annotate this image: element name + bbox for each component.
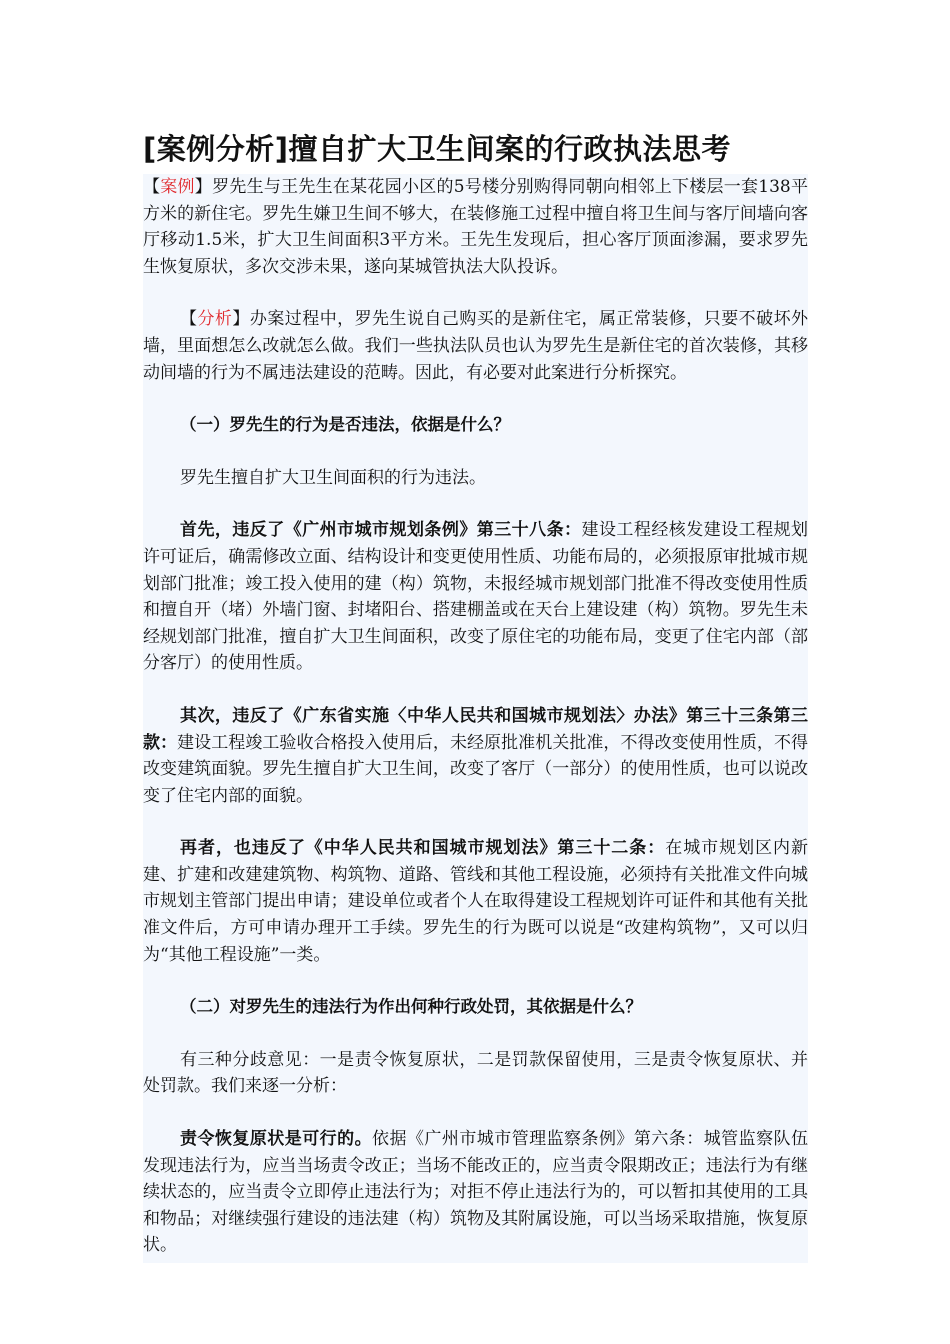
question-1-heading: （一）罗先生的行为是否违法，依据是什么？: [180, 415, 510, 435]
analysis-paragraph: [143, 306, 808, 386]
document-body: [143, 174, 808, 1263]
third-violation-lead: 再者，也违反了《中华人民共和国城市规划法》第三十二条：: [180, 838, 666, 859]
document-page: [143, 128, 808, 1263]
question-2-intro: 有三种分歧意见：一是责令恢复原状，二是罚款保留使用，三是责令恢复原状、并处罚款。我们来逐一分析：: [143, 1049, 808, 1097]
analysis-bracket-open: 【: [180, 309, 198, 330]
second-violation-text: 建设工程竣工验收合格投入使用后，未经原批准机关批准，不得改变使用性质，不得改变建筑面貌。罗先生擅自扩大卫生间，改变了客厅（一部分）的使用性质，也可以说改变了住宅内部的面貌。: [143, 732, 809, 806]
first-violation-lead: 首先，违反了《广州市城市规划条例》第三十八条：: [180, 520, 582, 541]
question-2-heading: （二）对罗先生的违法行为作出何种行政处罚，其依据是什么？: [180, 997, 642, 1017]
analysis-tag: 分析: [197, 309, 233, 330]
first-violation-text: 建设工程经核发建设工程规划许可证后，确需修改立面、结构设计和变更使用性质、功能布局的，必须报原审批城市规划部门批准；竣工投入使用的建（构）筑物，未报经城市规划部门批准不得改变使用性质和擅自开（堵）外墙门窗、封堵阳台、搭建棚盖或在天台上建设建（构）筑物。罗先生未经规划部门批准，擅自扩大卫生间面积，改变了原住宅的功能布局，变更了住宅内部（部分客厅）的使用性质。: [143, 520, 809, 674]
case-paragraph: [143, 174, 808, 280]
first-violation-paragraph: [143, 517, 808, 677]
restore-original-text: 依据《广州市城市管理监察条例》第六条：城管监察队伍发现违法行为，应当当场责令改正；当场不能改正的，应当责令限期改正；违法行为有继续状态的，应当责令立即停止违法行为；对拒不停止违法行为的，可以暂扣其使用的工具和物品；对继续强行建设的违法建（构）筑物及其附属设施，可以当场采取措施，恢复原状。: [143, 1129, 809, 1256]
document-title: [案例分析]擅自扩大卫生间案的行政执法思考: [143, 132, 732, 166]
third-violation-text: 在城市规划区内新建、扩建和改建建筑物、构筑物、道路、管线和其他工程设施，必须持有关批准文件向城市规划主管部门提出申请；建设单位或者个人在取得建设工程规划许可证件和其他有关批准文件后，方可申请办理开工手续。罗先生的行为既可以说是“改建构筑物”，又可以归为“其他工程设施”一类。: [143, 838, 809, 965]
case-bracket-close: 】: [194, 177, 213, 197]
restore-original-lead: 责令恢复原状是可行的。: [180, 1129, 373, 1150]
analysis-bracket-close: 】: [232, 309, 250, 330]
second-violation-lead: 其次，违反了《广东省实施〈中华人民共和国城市规划法〉办法》第三十三条第三款：: [143, 705, 808, 753]
question-1-answer: 罗先生擅自扩大卫生间面积的行为违法。: [180, 467, 486, 488]
third-violation-paragraph: [143, 835, 808, 968]
case-tag: 案例: [160, 177, 195, 197]
second-violation-paragraph: [143, 703, 808, 809]
restore-original-paragraph: [143, 1126, 808, 1259]
case-bracket-open: 【: [143, 177, 161, 197]
analysis-text: 办案过程中，罗先生说自己购买的是新住宅，属正常装修，只要不破坏外墙，里面想怎么改就怎么做。我们一些执法队员也认为罗先生是新住宅的首次装修，其移动间墙的行为不属违法建设的范畴。因此，有必要对此案进行分析探究。: [143, 309, 809, 383]
case-text: 罗先生与王先生在某花园小区的5号楼分别购得同朝向相邻上下楼层一套138平方米的新住宅。罗先生嫌卫生间不够大，在装修施工过程中擅自将卫生间与客厅间墙向客厅移动1.5米，扩大卫生间面积3平方米。王先生发现后，担心客厅顶面渗漏，要求罗先生恢复原状，多次交涉未果，遂向某城管执法大队投诉。: [143, 177, 809, 277]
